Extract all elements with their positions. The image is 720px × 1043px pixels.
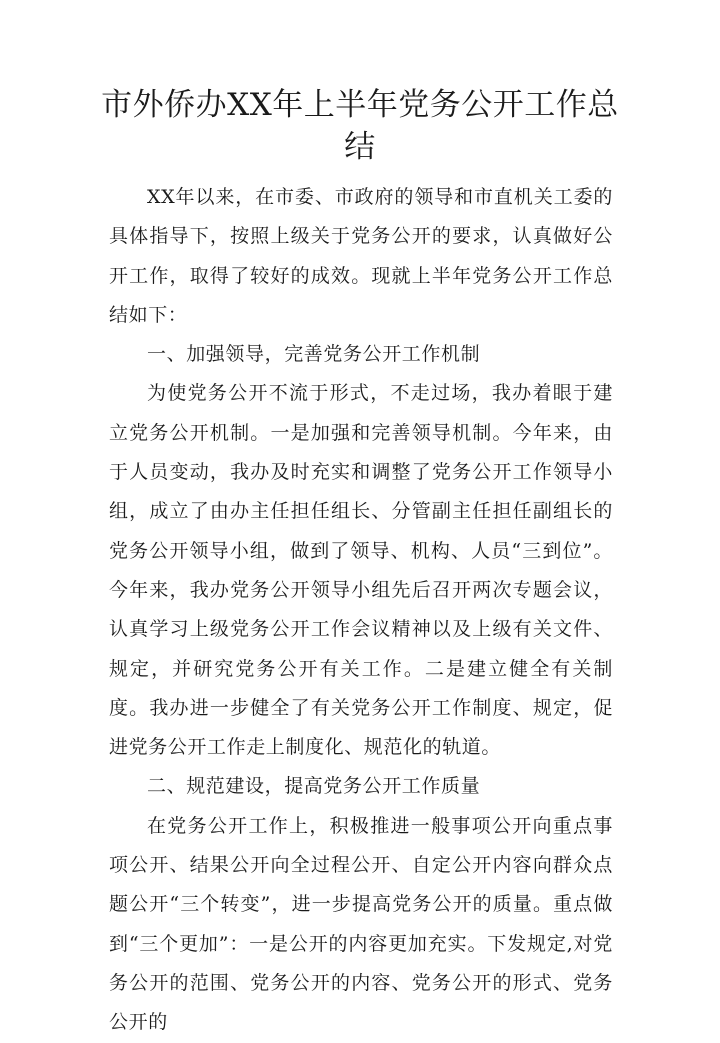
section-heading-1: 一、加强领导，完善党务公开工作机制 [147,343,481,366]
section-heading-2: 二、规范建设，提高党务公开工作质量 [147,775,481,798]
intro-paragraph: XX年以来，在市委、市政府的领导和市直机关工委的具体指导下，按照上级关于党务公开的要求，认真做好公开工作，取得了较好的成效。现就上半年党务公开工作总结如下： [109,186,613,326]
section-2-paragraph: 在党务公开工作上，积极推进一般事项公开向重点事项公开、结果公开向全过程公开、自定公开内容向群众点题公开“三个转变”，进一步提高党务公开的质量。重点做到“三个更加”：一是公开的内容更加充实。下发规定,对党务公开的范围、党务公开的内容、党务公开的形式、党务公开的 [109,814,613,1034]
document-body [109,178,613,1043]
section-1-paragraph: 为使党务公开不流于形式，不走过场，我办着眼于建立党务公开机制。一是加强和完善领导机制。今年来，由于人员变动，我办及时充实和调整了党务公开工作领导小组，成立了由办主任担任组长、分管副主任担任副组长的党务公开领导小组，做到了领导、机构、人员“三到位”。今年来，我办党务公开领导小组先后召开两次专题会议，认真学习上级党务公开工作会议精神以及上级有关文件、规定，并研究党务公开有关工作。二是建立健全有关制度。我办进一步健全了有关党务公开工作制度、规定，促进党务公开工作走上制度化、规范化的轨道。 [109,382,613,759]
document-title: 市外侨办XX年上半年党务公开工作总结 [101,87,619,165]
